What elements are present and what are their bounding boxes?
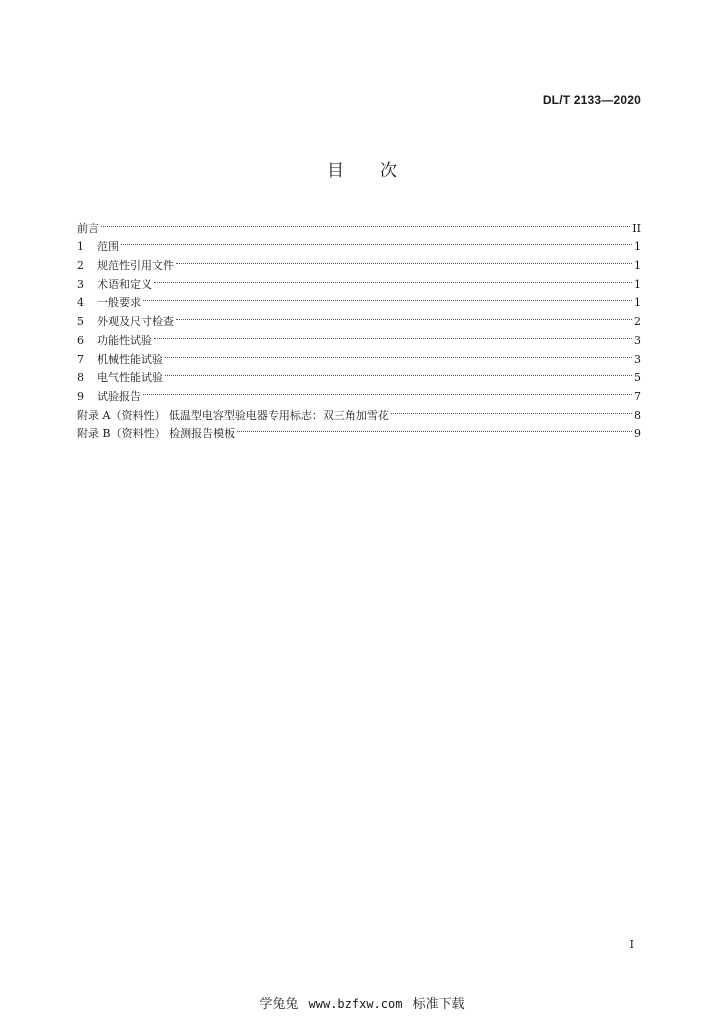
toc-entry-number: 8 <box>77 371 84 385</box>
toc-leader-dots <box>154 325 632 344</box>
toc-entry-label: 一般要求 <box>97 296 141 310</box>
toc-entry-page: 1 <box>634 259 641 273</box>
toc-leader-dots <box>154 269 632 288</box>
toc-entry-label: 范围 <box>97 240 119 254</box>
toc-entry-1[interactable] <box>77 232 641 254</box>
toc-leader-dots <box>176 306 632 325</box>
toc-entry-page: 9 <box>634 427 641 441</box>
toc-entry-label: 术语和定义 <box>97 277 152 291</box>
toc-entry-page: 3 <box>634 352 641 366</box>
toc-entry-label: 机械性能试验 <box>97 352 163 366</box>
toc-entry-number: 6 <box>77 333 84 347</box>
toc-entry-7[interactable] <box>77 344 641 366</box>
footer-url[interactable]: www.bzfxw.com <box>308 997 403 1011</box>
page-number: I <box>629 938 634 951</box>
toc-entry-number: 4 <box>77 296 84 310</box>
toc-entry-label: 电气性能试验 <box>97 371 163 385</box>
toc-leader-dots <box>237 419 632 438</box>
toc-leader-dots <box>165 344 632 363</box>
toc-entry-2[interactable] <box>77 250 641 273</box>
footer-site-name: 学兔兔 <box>259 997 299 1012</box>
footer-watermark <box>0 993 724 1012</box>
toc-entry-label: 规范性引用文件 <box>97 259 174 273</box>
toc-entry-number: 7 <box>77 352 84 366</box>
toc-entry-label: 试验报告 <box>97 389 141 403</box>
toc-entry-label: 附录 B（资料性） 检测报告模板 <box>77 427 236 441</box>
toc-entry-label: 功能性试验 <box>97 333 152 347</box>
toc-entry-page: 1 <box>634 296 641 310</box>
toc-entry-label: 前言 <box>77 221 99 235</box>
toc-entry-label: 附录 A（资料性） 低温型电容型验电器专用标志：双三角加雪花 <box>77 408 389 422</box>
toc-leader-dots <box>391 400 632 419</box>
toc-entry-page: 3 <box>634 333 641 347</box>
toc-entry-number: 9 <box>77 389 84 403</box>
toc-leader-dots <box>101 213 630 232</box>
toc-entry-number: 5 <box>77 315 84 329</box>
toc-entry-appendix-a[interactable] <box>77 400 641 422</box>
toc-entry-9[interactable] <box>77 381 641 403</box>
toc-entry-page: 8 <box>634 408 641 422</box>
toc-entry-page: 7 <box>634 389 641 403</box>
toc-entry-page: 2 <box>634 315 641 329</box>
toc-entry-page: 5 <box>634 371 641 385</box>
toc-entry-number: 3 <box>77 277 84 291</box>
toc-entry-4[interactable] <box>77 288 641 310</box>
toc-entry-label: 外观及尺寸检查 <box>97 315 174 329</box>
table-of-contents <box>77 213 641 441</box>
toc-entry-page: 1 <box>634 277 641 291</box>
toc-entry-preface[interactable] <box>77 213 641 235</box>
toc-leader-dots <box>121 232 632 251</box>
page-title: 目次 <box>327 161 433 181</box>
toc-leader-dots <box>165 363 632 382</box>
footer-tagline: 标准下载 <box>412 997 465 1012</box>
toc-leader-dots <box>143 288 632 307</box>
standard-number: DL/T 2133—2020 <box>542 93 641 107</box>
toc-entry-page: 1 <box>634 240 641 254</box>
toc-entry-number: 2 <box>77 259 84 273</box>
toc-leader-dots <box>176 250 632 269</box>
toc-entry-page: II <box>632 221 641 235</box>
toc-leader-dots <box>143 381 632 400</box>
toc-entry-number: 1 <box>77 240 84 254</box>
toc-entry-6[interactable] <box>77 325 641 347</box>
toc-entry-3[interactable] <box>77 269 641 291</box>
toc-entry-5[interactable] <box>77 306 641 329</box>
